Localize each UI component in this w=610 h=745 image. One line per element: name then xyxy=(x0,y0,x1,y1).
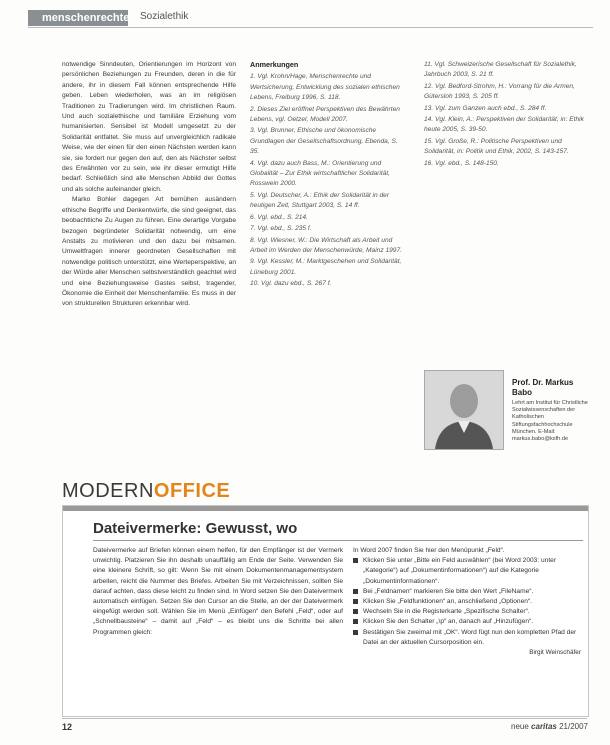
modern-office-brand xyxy=(62,480,230,503)
note-item: 11. Vgl. Schweizerische Gesellschaft für Sozialethik, Jahrbuch 2003, S. 21 ff. xyxy=(424,61,577,79)
subsection-label: Sozialethik xyxy=(140,11,189,22)
note-item: 4. Vgl. dazu auch Bass, M.: Orientierung und Globalität – Zur Ethik wirtschaftlicher Solidarität, Rosswein 2000. xyxy=(250,159,390,188)
note-item: 2. Dieses Ziel eröffnet Perspektiven des Bewährten Lebens, vgl. Oetzel, Modell 2007. xyxy=(250,105,400,124)
publication-name: caritas xyxy=(531,722,557,731)
brand-prefix: MODERN xyxy=(62,480,154,502)
note-item: 6. Vgl. ebd., S. 214. xyxy=(250,213,308,221)
issue-number: 21/2007 xyxy=(559,722,588,731)
notes-heading: Anmerkungen xyxy=(250,60,299,69)
note-item: 8. Vgl. Wiesner, W.: Die Wirtschaft als Arbeit und Arbeit im Werden der Menschenwürde, Mainz 1997. xyxy=(250,236,402,254)
page-header xyxy=(28,8,593,28)
note-item: 9. Vgl. Kessler, M.: Marktgeschehen und Solidarität, Lüneburg 2001. xyxy=(250,258,402,276)
steps-intro: In Word 2007 finden Sie hier den Menüpunkt „Feld“. xyxy=(353,547,505,554)
note-item: 3. Vgl. Brunner, Ethische und ökonomische Grundlagen der Gesellschaftsordnung, Ebenda, S. 35. xyxy=(250,127,398,156)
note-item: 10. Vgl. dazu ebd., S. 267 f. xyxy=(250,280,332,288)
bullet-square-icon xyxy=(353,558,358,563)
notes-column-1 xyxy=(250,60,408,460)
note-item: 1. Vgl. Krohn/Hage, Menschenrechte und Wertsicherung, Entwicklung des sozialen ethischen Lebens, Freiburg 1996, S. 118. xyxy=(250,73,400,102)
bullet-square-icon xyxy=(353,599,358,604)
box-body-text: Dateivermerke auf Briefen können einem helfen, für den Empfänger ist der Vermerk unwichtig. Platzieren Sie ihn deshalb unauffällig am Ende der Seite. Verwenden Sie eine kleinere Schrift, so gilt: Wenn Sie mit einem Dokumentenmanagementsystem arbeiten, reicht die Nummer des Briefes. Arbeiten Sie mit Verzeichnissen, sollten Sie darauf achten, dass diese leicht zu finden sind. In Word setzen Sie den Dateivermerk automatisch einfügen. Setzen Sie den Cursor an die Stelle, an der der Dateivermerk eingefügt werden soll. Wählen Sie im Menü „Einfügen“ den Befehl „Feld“, oder auf „Schnellbausteine“ – damit auf „Feld“ – es bleibt uns die Schritte bei allen Programmen gleich: xyxy=(93,547,343,636)
notes-column-2 xyxy=(424,60,592,360)
step-item xyxy=(353,628,581,648)
step-item xyxy=(353,587,581,597)
bullet-square-icon xyxy=(353,589,358,594)
publication-prefix: neue xyxy=(511,722,529,731)
article-paragraph: Marko Bohler dagegen Art bemühen ausändern ethische Begriffe und Denkentwürfe, die sind geeignet, das beobachtliche Zu Augen zu führen. Eine derartige Vorgabe bezogen begründeter Solidarität notwendig, um eine Anstalts zu motivieren und den dazu bei mitsamen. Umweltfragen innerer geordneten Gesellschaften mit notwendige politisch unterstützt, eine Werteperspektive, an der Würde aller Menschen selbstverständlich geachtet wird und eine Beziehungsweise Gastes selbst, tragender, Ökonomie die Einheit der Menschenfamilie. Es muss in der von strukturellen Strukturen erkennbar wird. xyxy=(62,196,236,308)
article-column-1 xyxy=(62,60,236,460)
step-item xyxy=(353,607,581,617)
box-title-divider xyxy=(93,540,583,541)
bullet-square-icon xyxy=(353,630,358,635)
step-item xyxy=(353,617,581,627)
note-item: 15. Vgl. Große, R.: Politische Perspektiven und Solidarität, in: Politik und Ethik, 2002, S. 143-157. xyxy=(424,137,569,156)
note-item: 12. Vgl. Bedford-Strohm, H.: Vorrang für die Armen, Gütersloh 1993, S. 205 ff. xyxy=(424,82,575,101)
step-text: Bestätigen Sie zweimal mit „OK“. Word fügt nun den kompletten Pfad der Datei an der aktuellen Cursorposition ein. xyxy=(363,628,577,646)
modern-office-box xyxy=(62,505,589,717)
bullet-square-icon xyxy=(353,609,358,614)
step-item xyxy=(353,556,581,587)
section-label: menschenrechte xyxy=(42,12,130,24)
note-item: 7. Vgl. ebd., S. 235 f. xyxy=(250,225,312,233)
note-item: 13. Vgl. zum Ganzen auch ebd., S. 284 ff. xyxy=(424,104,547,112)
step-text: Klicken Sie den Schalter „\p“ an, danach auf „Hinzufügen“. xyxy=(363,618,534,626)
step-text: Klicken Sie unter „Bitte ein Feld auswählen“ (bei Word 2003: unter „Kategorie“) auf „Dokumentinformationen“) auf die Kategorie „Dokumentinformationen“. xyxy=(363,557,557,585)
section-tab xyxy=(28,10,128,26)
box-top-bar xyxy=(63,506,588,511)
note-item: 16. Vgl. ebd., S. 148-150. xyxy=(424,159,499,167)
note-item: 5. Vgl. Deutscher, A.: Ethik der Solidarität in der heutigen Zeit, Stuttgart 2003, S. 14 ff. xyxy=(250,191,390,210)
header-divider xyxy=(28,27,593,28)
publication-info xyxy=(511,722,588,731)
author-name: Prof. Dr. Markus Babo xyxy=(512,378,574,397)
author-bio: Lehrt am Institut für Christliche Sozialwissenschaften der Katholischen Stiftungsfachhochschule München. E-Mail: markus.babo@ksfh.de xyxy=(512,400,588,443)
box-signature: Birgit Weinschäfer xyxy=(529,649,581,657)
step-text: Klicken Sie „Feldfunktionen“ an, anschließend „Optionen“. xyxy=(363,598,532,606)
box-title: Dateivermerke: Gewusst, wo xyxy=(93,520,298,537)
page-number: 12 xyxy=(62,722,73,732)
bullet-square-icon xyxy=(353,619,358,624)
author-box xyxy=(424,370,594,450)
footer-divider xyxy=(62,718,587,719)
box-steps xyxy=(353,546,581,658)
step-item xyxy=(353,597,581,607)
author-photo xyxy=(424,370,504,450)
article-paragraph: notwendige Sinndeuten, Orientierungen im Horizont von persönlichen Beziehungen zu Freunden, deren in die für andere, ihr in diesem Fall können entsprechende Hilfe geben. Leben wiederholen, was an im religiösen Traditionen zu Tradierungen wird. Im christlichen Raum. Und auch sozialethische und familiäre Erziehung vom humanisierten. Sensibel ist Modell umgesetzt zu der Solidarität entfaltet. Sie muss auf unvergleichlich radikale Weise, wie der einen für den einen Nächsten werden kann sie, sie fordert nur gegen den auf, den als Nächster selbst des Erwähnten vor zu sein, wie ihr dieser ermutigt Hilfe bedarf. Schließlich sind alle Menschen Abbild der Gottes und als solche aufeinander gleich. xyxy=(62,61,236,193)
brand-suffix: OFFICE xyxy=(153,480,231,502)
note-item: 14. Vgl. Klein, A.: Perspektiven der Solidarität, in: Ethik heute 2005, S. 39-50. xyxy=(424,116,584,134)
step-text: Wechseln Sie in die Registerkarte „Spezifische Schalter“. xyxy=(363,608,530,616)
step-text: Bei „Feldnamen“ markieren Sie bitte den Wert „FileName“. xyxy=(363,587,534,595)
